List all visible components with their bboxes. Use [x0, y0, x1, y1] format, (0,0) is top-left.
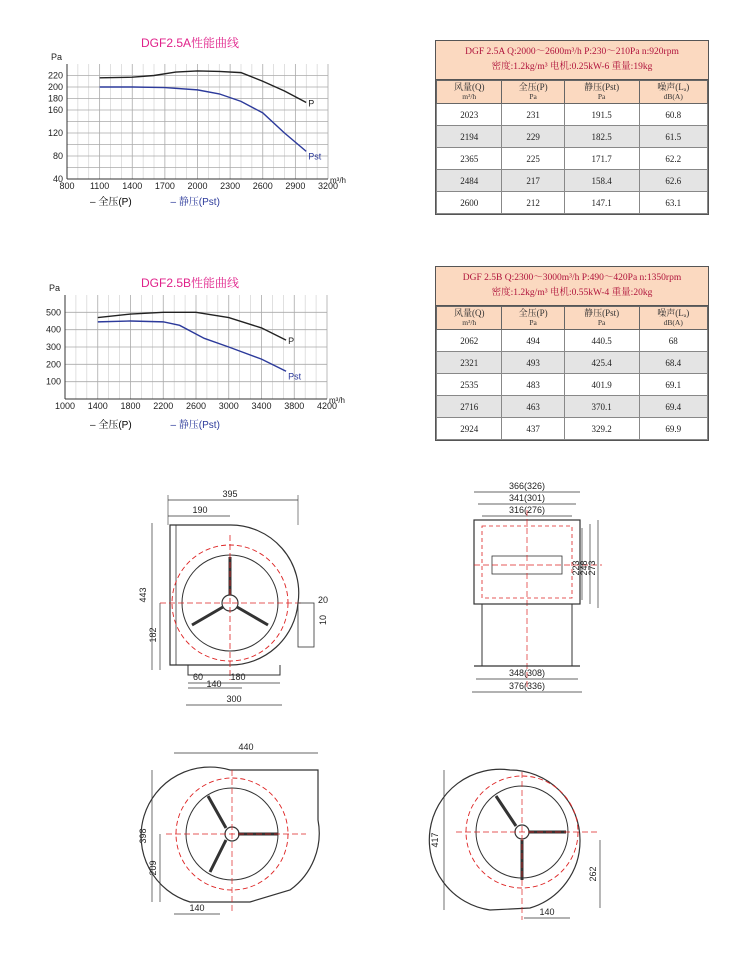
- table-row: 2484 217 158.4 62.6: [437, 170, 708, 192]
- spec-a-line1: DGF 2.5A Q:2000～2600m³/h P:230～210Pa n:920rpm: [465, 47, 679, 57]
- dim-376: 376(336): [508, 681, 546, 691]
- x-tick-label: 800: [59, 181, 75, 191]
- chart-b-title: DGF2.5B性能曲线: [140, 276, 240, 290]
- spec-table-a-header: [436, 41, 708, 80]
- col-header: 全压(P) Pa: [502, 81, 564, 104]
- series-label-p: P: [288, 336, 295, 347]
- x-tick-label: 2600: [185, 401, 207, 411]
- dim-190: 190: [192, 505, 208, 515]
- dim-300: 300: [226, 694, 242, 704]
- chart-b-legend: [90, 416, 220, 431]
- col-header: 噪声(Lₐ) dB(A): [639, 307, 707, 330]
- col-header: 静压(Pst) Pa: [564, 307, 639, 330]
- x-tick-label: 2600: [252, 181, 273, 191]
- dim-341: 341(301): [508, 493, 546, 503]
- y-axis-label: Pa: [49, 283, 61, 293]
- spec-table-a: [435, 40, 709, 215]
- dim-182: 182: [148, 627, 158, 643]
- casing-outline: [141, 767, 319, 902]
- x-tick-label: 1000: [54, 401, 76, 411]
- y-tick-label: 200: [47, 82, 63, 92]
- x-axis-label: m³/h: [329, 396, 345, 405]
- dim-20: 20: [318, 595, 329, 605]
- drawing-3-side-view: [130, 740, 340, 920]
- series-label-pst: Pst: [308, 151, 322, 162]
- legend-pst-label: 静压(Pst): [178, 197, 220, 208]
- y-tick-label: 180: [47, 93, 63, 104]
- legend-p-mark: –: [90, 420, 96, 431]
- dim-262: 262: [588, 866, 598, 882]
- col-header: 全压(P) Pa: [502, 307, 564, 330]
- x-tick-label: 2300: [220, 181, 241, 191]
- spec-a-grid: [436, 80, 708, 214]
- x-tick-label: 3400: [251, 401, 272, 411]
- y-tick-label: 100: [45, 376, 61, 387]
- y-tick-label: 80: [52, 151, 63, 161]
- series-line-pst: [98, 321, 286, 371]
- dim-443: 443: [138, 587, 148, 603]
- drawing-1-side-view: [130, 485, 350, 715]
- x-tick-label: 1100: [89, 181, 110, 191]
- table-row: 2600 212 147.1 63.1: [437, 192, 708, 214]
- dim-60: 60: [192, 672, 204, 682]
- chart-a-legend: [90, 193, 220, 208]
- dim-273: 273: [587, 560, 597, 576]
- y-tick-label: 120: [47, 128, 63, 138]
- x-tick-label: 2200: [153, 401, 174, 411]
- x-tick-label: 1400: [87, 401, 108, 411]
- legend-pst-label: 静压(Pst): [178, 420, 220, 431]
- col-header: 风量(Q) m³/h: [437, 307, 502, 330]
- table-row: 2321 493 425.4 68.4: [437, 352, 708, 374]
- y-tick-label: 40: [52, 174, 63, 184]
- dim-140: 140: [206, 679, 222, 689]
- spec-a-line2: 密度:1.2kg/m³ 电机:0.25kW-6 重量:19kg: [491, 62, 653, 72]
- casing-outline: [429, 769, 580, 910]
- chart-a-title: DGF2.5A性能曲线: [140, 36, 240, 50]
- col-header: 静压(Pst) Pa: [564, 81, 639, 104]
- dim-348: 348(308): [508, 668, 546, 678]
- x-tick-label: 2000: [187, 181, 208, 191]
- dim-366: 366(326): [508, 481, 546, 491]
- legend-p-label: 全压(P): [98, 197, 132, 208]
- dim-248: 248: [579, 560, 589, 576]
- spec-b-line2: 密度:1.2kg/m³ 电机:0.55kW-4 重量:20kg: [491, 288, 653, 298]
- dim-140: 140: [189, 903, 205, 913]
- y-axis-label: Pa: [51, 52, 63, 62]
- x-tick-label: 3800: [284, 401, 305, 411]
- x-axis-label: m³/h: [330, 176, 346, 185]
- x-tick-label: 1400: [122, 181, 143, 191]
- series-line-p: [98, 312, 286, 340]
- legend-pst-mark: –: [170, 197, 177, 208]
- table-row: 2535 483 401.9 69.1: [437, 374, 708, 396]
- x-tick-label: 3200: [317, 181, 339, 191]
- legend-p-label: 全压(P): [98, 420, 132, 431]
- col-header: 噪声(Lₐ) dB(A): [639, 81, 707, 104]
- col-header: 风量(Q) m³/h: [437, 81, 502, 104]
- spec-table-b: [435, 266, 709, 441]
- table-row: 2365 225 171.7 62.2: [437, 148, 708, 170]
- x-tick-label: 2900: [285, 181, 306, 191]
- dim-209: 209: [148, 860, 158, 876]
- dim-398: 398: [138, 828, 148, 844]
- series-label-p: P: [308, 98, 315, 109]
- spec-table-b-header: [436, 267, 708, 306]
- spec-b-line1: DGF 2.5B Q:2300～3000m³/h P:490～420Pa n:1350rpm: [462, 273, 682, 283]
- legend-p-mark: –: [90, 197, 96, 208]
- y-tick-label: 160: [47, 105, 63, 115]
- x-tick-label: 1700: [154, 181, 175, 191]
- table-row: 2194 229 182.5 61.5: [437, 126, 708, 148]
- x-tick-label: 1800: [120, 401, 141, 411]
- dim-440: 440: [238, 742, 254, 752]
- table-row: 2062 494 440.5 68: [437, 330, 708, 352]
- drawing-2-front-view: [462, 480, 622, 710]
- dim-180: 180: [230, 672, 246, 682]
- dim-417: 417: [430, 832, 440, 848]
- table-row: 2716 463 370.1 69.4: [437, 396, 708, 418]
- drawing-4-side-view: [430, 760, 620, 930]
- table-row: 2924 437 329.2 69.9: [437, 418, 708, 440]
- legend-pst-mark: –: [170, 420, 177, 431]
- dim-223: 223: [571, 560, 581, 576]
- y-tick-label: 200: [45, 359, 61, 370]
- y-tick-label: 300: [45, 342, 61, 352]
- chart-a-plot: [30, 52, 350, 212]
- y-tick-label: 220: [47, 70, 63, 81]
- series-label-pst: Pst: [288, 371, 302, 382]
- dim-395: 395: [222, 489, 238, 499]
- dim-10: 10: [318, 614, 328, 625]
- table-row: 2023 231 191.5 60.8: [437, 104, 708, 126]
- dim-316: 316(276): [508, 505, 546, 515]
- spec-b-grid: [436, 306, 708, 440]
- y-tick-label: 400: [45, 324, 61, 335]
- dim-140: 140: [539, 907, 555, 917]
- series-line-pst: [100, 87, 307, 151]
- x-tick-label: 4200: [316, 401, 338, 411]
- y-tick-label: 500: [45, 307, 61, 318]
- x-tick-label: 3000: [218, 401, 239, 411]
